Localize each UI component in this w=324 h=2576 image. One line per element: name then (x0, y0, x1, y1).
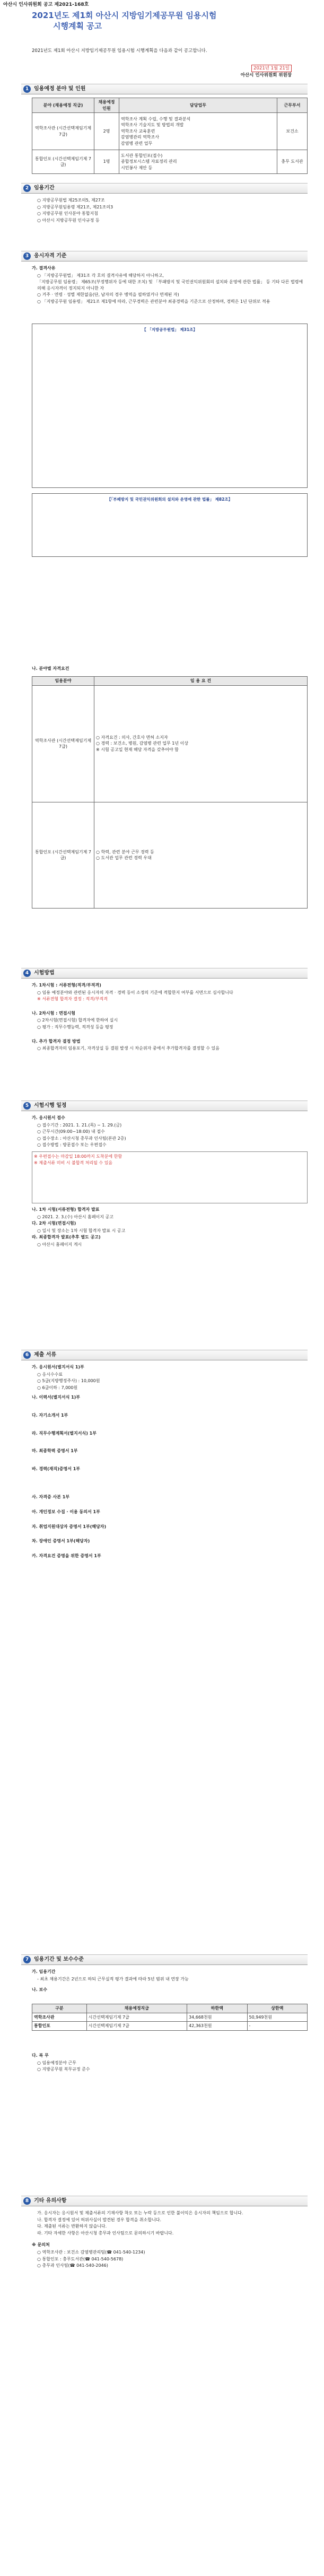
notice-line: ※ 제출서류 미비 시 불합격 처리될 수 있음 (34, 1160, 113, 1165)
section-number: 1 (23, 85, 31, 93)
list-item: ○ 아산시 지방공무원 인사규정 등 (37, 217, 100, 223)
cell-dept: 보건소 (277, 113, 308, 150)
s3-a (32, 265, 308, 305)
law31-box (32, 324, 308, 488)
section-title: 시험시행 일정 (34, 1103, 67, 1108)
req-item: ○ 자격요건 : 의사, 간호사 면허 소지자 (96, 735, 168, 740)
col-dept: 근무부서 (277, 98, 308, 113)
list-item: ○ 6급이하 : 7,000원 (37, 1385, 78, 1390)
section-header-4 (21, 968, 308, 979)
col-high: 상한액 (247, 2004, 308, 2013)
cell-dept: 충무 도서관 (277, 150, 308, 174)
section-header-6 (21, 1350, 308, 1360)
salary-table (32, 2004, 308, 2031)
list-item: ○ 임용예정분야 근무 (37, 2060, 76, 2065)
duty-item: 역학조사 기술지도 및 방법의 개발 (121, 123, 184, 128)
list-item: 라. 기타 자세한 사항은 아산시청 총무과 인사팀으로 문의하시기 바랍니다. (37, 2230, 174, 2236)
cell-rank: 시간선택제임기제 7급 (86, 2013, 187, 2022)
contact-item: ○ 역학조사관 : 보건소 감염병관리팀(☎ 041-540-1234) (37, 2249, 145, 2255)
cell-count: 2명 (94, 113, 119, 150)
cell-field: 역학조사관 (시간선택제임기제 7급) (32, 113, 94, 150)
section-title: 응시자격 기준 (34, 253, 67, 259)
section-header-8 (21, 2196, 308, 2206)
subsection-title: 다. 2차 시험(면접시험) (32, 1221, 76, 1226)
section-header-3 (21, 251, 308, 261)
cell-field: 통합인포 (시간선택제임기제 7급) (32, 150, 94, 174)
subsection-title: 나. 분야별 자격요건 (32, 666, 69, 671)
s7-c (32, 2053, 308, 2073)
list-item: 「지방공무원 임용령」 제65조(부정행위자 등에 대한 조치) 및 「부패방지 및 국민권익위원회의 설치와 운영에 관한 법률」 등 기타 다른 법령에 의해 응시자격이 정지되지 아니한 자 (37, 280, 303, 291)
list-item: ○ 지방공무원 복무규정 준수 (37, 2067, 90, 2072)
duty-item: 종합정보시스템 자료정리 관리 (121, 159, 177, 164)
requirements-table (32, 676, 308, 909)
list-item: 다. 제출된 서류는 반환하지 않습니다. (37, 2224, 107, 2229)
subsection-title: 다. 복 무 (32, 2053, 49, 2058)
req-item: ○ 도서관 업무 관련 경력 우대 (96, 855, 152, 861)
list-item: ○ 5급(지방행정주사) : 10,000원 (37, 1378, 100, 1384)
section-number: 3 (23, 252, 31, 260)
list-item: ○ 지방공무원법 제25조의5, 제27조 (37, 198, 105, 203)
req-item: ○ 경력 : 보건소, 병원, 감염병 관련 업무 1년 이상 (96, 741, 189, 746)
list-item: ○ 응시수수료 (37, 1372, 63, 1377)
list-item: ○ 「지방공무원 임용령」 제21조 제1항에 따라, 근무경력은 관련분야 최종경력을 기준으로 산정하며, 경력은 1년 단위로 적용 (37, 299, 270, 304)
subsection-title: 자. 취업지원대상자 증명서 1부(해당자) (32, 1524, 107, 1529)
cell-high: - (247, 2022, 308, 2031)
signature-org: 아산시 인사위원회 위원장 (240, 73, 292, 78)
subsection-title: 사. 자격증 사본 1부 (32, 1495, 70, 1500)
cell-low: 34,668천원 (187, 2013, 247, 2022)
duty-item: 역학조사 교육훈련 (121, 128, 155, 134)
req-item: ○ 학력, 관련 분야 근무 경력 등 (96, 849, 154, 854)
list-item: ○ 최종합격자의 임용포기, 자격상실 등 결원 발생 시 차순위자 중에서 추가합격자를 결정할 수 있음 (37, 1046, 220, 1051)
section-title: 기타 유의사항 (34, 2198, 67, 2204)
list-item: ○ 임용 예정분야와 관련된 응시자의 자격 · 경력 등이 소정의 기준에 적합한지 여부를 서면으로 심사합니다 (37, 990, 233, 995)
law82-box (32, 493, 308, 557)
cell-type: 통합인포 (32, 2022, 87, 2031)
cell-rank: 시간선택제임기제 7급 (86, 2022, 187, 2031)
cell-count: 1명 (94, 150, 119, 174)
cell-req (94, 802, 308, 908)
s6-body (32, 1364, 308, 1560)
list-item: ※ 서류전형 합격자 결정 : 적격/부적격 (37, 997, 108, 1002)
section-header-5 (21, 1101, 308, 1111)
duty-item: 감염병 관련 업무 (121, 141, 153, 146)
cell-duties (119, 113, 277, 150)
title-line2: 시행계획 공고 (53, 21, 102, 31)
list-item: 가. 응시자는 응시원서 및 제출서류의 기재사항 착오 또는 누락 등으로 인한 불이익은 응시자의 책임으로 합니다. (37, 2211, 243, 2215)
subsection-title: 마. 최종학력 증명서 1부 (32, 1448, 78, 1454)
cell-low: 42,363천원 (187, 2022, 247, 2031)
section-number: 7 (23, 1956, 31, 1963)
table-row (32, 685, 308, 802)
subsection-title: 카. 자격요건 증명을 위한 증명서 1부 (32, 1553, 101, 1558)
section-title: 임용기간 (34, 185, 55, 191)
duty-item: 역학조사 계획 수립, 수행 및 결과분석 (121, 116, 191, 121)
s7-body (32, 1969, 308, 1994)
section-header-7 (21, 1954, 308, 1965)
col-duties: 담당업무 (119, 98, 277, 113)
subsection-title: 아. 개인정보 수집 · 이용 동의서 1부 (32, 1509, 100, 1514)
table-row (32, 150, 308, 174)
subsection-title: 나. 이력서(별지서식 1)부 (32, 1395, 81, 1400)
s2-list (32, 197, 308, 224)
box-title: 【 「지방공무원법」 제31조】 (142, 327, 197, 332)
subsection-title: 나. 1차 시험(서류전형) 합격자 발표 (32, 1207, 100, 1212)
contact-item: ○ 총무과 인사팀(☎ 041-540-2046) (37, 2263, 108, 2268)
title-banner (32, 10, 255, 42)
col-count: 채용예정 인원 (94, 98, 119, 113)
section-title: 제출 서류 (34, 1352, 57, 1358)
cell-req (94, 685, 308, 802)
subsection-title: 다. 자기소개서 1부 (32, 1412, 68, 1418)
list-item: ○ 일시 및 장소는 1차 시험 합격자 발표 시 공고 (37, 1228, 126, 1233)
contact-item: ○ 통합인포 : 충무도서관(☎ 041-540-5678) (37, 2256, 124, 2261)
req-item: ※ 시험 공고일 현재 해당 자격을 갖추어야 함 (96, 747, 179, 752)
subsection-title: 바. 경력(재직)증명서 1부 (32, 1466, 81, 1471)
list-item: ○ 아산시 홈페이지 게시 (37, 1242, 82, 1247)
section-title: 임용예정 분야 및 인원 (34, 86, 86, 92)
duty-item: 도서관 통합인포(접수) (121, 153, 163, 158)
notice-box (32, 1151, 308, 1203)
duty-item: 감염병관리 역학조사 (121, 135, 160, 140)
duty-item: 시민봉사 제안 등 (121, 165, 153, 170)
notice-number: 아산시 인사위원회 공고 제2021-168호 (3, 2, 89, 7)
list-item: ○ 「지방공무원법」 제31조 각 호의 결격사유에 해당하지 아니하고, (37, 273, 164, 278)
subsection-title: 차. 장애인 증명서 1부(해당자) (32, 1539, 90, 1544)
notice-date: 2021년 1월 21일 (251, 65, 292, 72)
subsection-title: 가. 결격사유 (32, 266, 56, 270)
col-low: 하한액 (187, 2004, 247, 2013)
table-row (32, 2013, 308, 2022)
subsection-title: 나. 보수 (32, 1987, 48, 1993)
section-header-1 (21, 84, 308, 94)
section-number: 6 (23, 1351, 31, 1359)
section-header-2 (21, 183, 308, 194)
col-type: 구분 (32, 2004, 87, 2013)
title-line1: 2021년도 제1회 아산시 지방임기제공무원 임용시험 (32, 11, 217, 20)
list-item: ○ 2차시험(면접시험) 합격자에 한하여 실시 (37, 1018, 118, 1023)
section-title: 시험방법 (34, 970, 55, 976)
list-item: ○ 지방공무원 인사분야 통합지침 (37, 211, 99, 216)
subsection-title: 가. 응시원서 접수 (32, 1115, 65, 1120)
signature (180, 65, 292, 79)
subsection-title: 라. 최종합격자 발표(추후 별도 공고) (32, 1235, 101, 1240)
subsection-title: 가. 응시원서(별지서식 1)부 (32, 1365, 84, 1369)
col-rank: 채용예정직급 (86, 2004, 187, 2013)
section-number: 8 (23, 2197, 31, 2205)
cell-field: 통합인포 (시간선택제임기제 7급) (32, 802, 94, 908)
section-number: 4 (23, 970, 31, 977)
subsection-title: 가. 1차시험 : 서류전형(적격/부적격) (32, 983, 101, 988)
cell-type: 역학조사관 (32, 2013, 87, 2022)
table-row (32, 2022, 308, 2031)
section-number: 2 (23, 185, 31, 192)
table-row (32, 802, 308, 908)
list-item: ○ 거주 · 연령 · 성별 제한없음(단, 남자의 경우 병역을 필하였거나 면제된 자) (37, 292, 179, 298)
s5-body (32, 1115, 308, 1248)
subsection-title: 가. 임용기간 (32, 1969, 56, 1974)
list-item: ○ 지방공무원임용령 제21조, 제21조의3 (37, 204, 113, 209)
s8-body (32, 2210, 308, 2269)
box-title: 【「부패방지 및 국민권익위원회의 설치와 운영에 관한 법률」 제82조】 (107, 497, 233, 502)
cell-field: 역학조사관 (시간선택제임기제 7급) (32, 685, 94, 802)
list-item: - 최초 채용기간은 2년으로 하되 근무실적 평가 결과에 따라 5년 범위 내 연장 가능 (37, 1976, 189, 1981)
section-number: 5 (23, 1102, 31, 1110)
subsection-title: 다. 추가 합격자 결정 방법 (32, 1038, 81, 1044)
list-item: ○ 평가 : 직무수행능력, 적격성 등을 평정 (37, 1024, 113, 1029)
s4-body (32, 982, 308, 1052)
intro-text: 2021년도 제1회 아산시 지방임기제공무원 임용시험 시행계획을 다음과 같이 공고합니다. (32, 48, 207, 54)
cell-high: 50,949천원 (247, 2013, 308, 2022)
subsection-title: 나. 2차시험 : 면접시험 (32, 1010, 75, 1016)
positions-table (32, 98, 308, 174)
list-item: ○ 접수기간 : 2021. 1. 21.(목) ~ 1. 29.(금) (37, 1122, 122, 1128)
col-field: 임용분야 (32, 677, 94, 686)
list-item: ○ 2021. 2. 3.(수) 아산시 홈페이지 공고 (37, 1214, 113, 1219)
list-item: 나. 합격자 결정에 있어 허위사실이 발견된 경우 합격을 취소합니다. (37, 2217, 162, 2222)
col-field: 분야 (채용예정 직급) (32, 98, 94, 113)
cell-duties (119, 150, 277, 174)
list-item: ○ 접수방법 : 방문접수 또는 우편접수 (37, 1142, 107, 1148)
contact-title: ※ 문의처 (32, 2242, 50, 2248)
section-title: 임용기간 및 보수수준 (34, 1957, 84, 1962)
list-item: ○ 접수장소 : 아산시청 총무과 인사팀(본관 2층) (37, 1136, 126, 1141)
subsection-title: 라. 직무수행계획서(별지서식) 1부 (32, 1430, 97, 1436)
table-row (32, 113, 308, 150)
s3-b-title (32, 666, 308, 673)
notice-line: ※ 우편접수는 마감일 18:00까지 도착분에 한함 (34, 1154, 122, 1159)
col-req: 임 용 요 건 (94, 677, 308, 686)
list-item: ○ 근무시간(09:00~18:00) 내 접수 (37, 1129, 105, 1134)
